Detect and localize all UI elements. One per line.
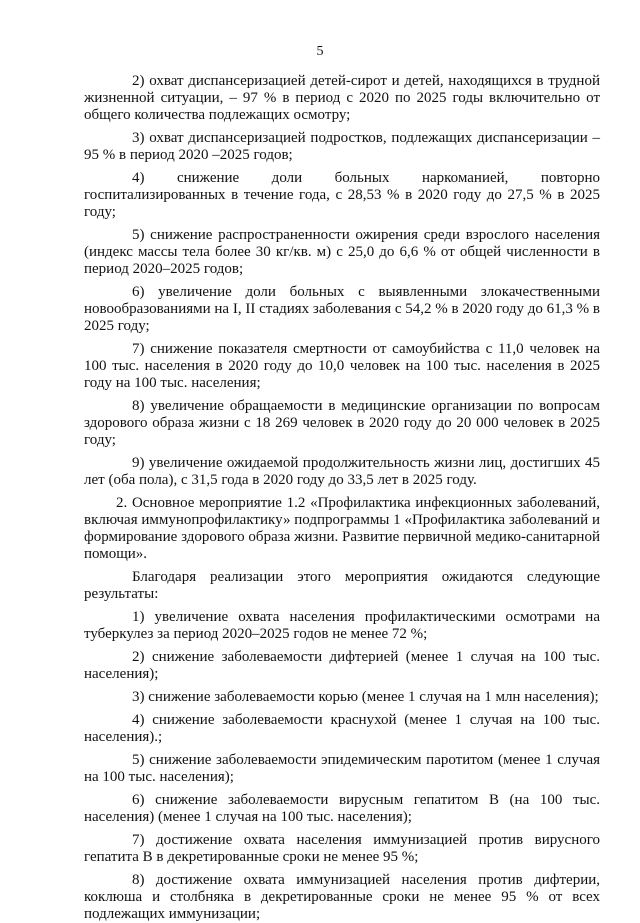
paragraph: 3) охват диспансеризацией подростков, подлежащих диспансеризации – 95 % в период 2020 –2025 годов;	[84, 130, 600, 163]
paragraph: 8) достижение охвата иммунизацией населения против дифтерии, коклюша и столбняка в декретированные сроки не менее 95 % от всех подлежащих иммунизации;	[84, 872, 600, 922]
paragraph: 3) снижение заболеваемости корью (менее 1 случая на 1 млн населения);	[132, 689, 599, 705]
paragraph: 2) снижение заболеваемости дифтерией (менее 1 случая на 100 тыс. населения);	[84, 649, 600, 682]
paragraph: 1) увеличение охвата населения профилактическими осмотрами на туберкулез за период 2020–2025 годов не менее 72 %;	[84, 609, 600, 642]
paragraph: 5) снижение распространенности ожирения среди взрослого населения (индекс массы тела более 30 кг/кв. м) с 25,0 до 6,6 % от общей численности в период 2020–2025 годов;	[84, 227, 600, 277]
paragraph: 6) снижение заболеваемости вирусным гепатитом В (на 100 тыс. населения) (менее 1 случая на 100 тыс. населения);	[84, 792, 600, 825]
paragraph: 2) охват диспансеризацией детей-сирот и детей, находящихся в трудной жизненной ситуации, – 97 % в период с 2020 по 2025 годы включительно от общего количества подлежащих осмотру;	[84, 73, 600, 123]
paragraph: 4) снижение доли больных наркоманией, повторно госпитализированных в течение года, с 28,53 % в 2020 году до 27,5 % в 2025 году;	[84, 170, 600, 220]
paragraph: 6) увеличение доли больных с выявленными злокачественными новообразованиями на I, II стадиях заболевания с 54,2 % в 2020 году до 61,3 % в 2025 году;	[84, 284, 601, 334]
paragraph: 4) снижение заболеваемости краснухой (менее 1 случая на 100 тыс. населения).;	[84, 712, 600, 745]
document-body	[84, 73, 600, 923]
page-number: 5	[316, 44, 324, 59]
paragraph: 7) достижение охвата населения иммунизацией против вирусного гепатита В в декретированные сроки не менее 95 %;	[84, 832, 600, 865]
paragraph: 9) увеличение ожидаемой продолжительность жизни лиц, достигших 45 лет (оба пола), с 31,5 года в 2020 году до 33,5 лет в 2025 году.	[84, 455, 600, 488]
section-heading-paragraph: 2. Основное мероприятие 1.2 «Профилактика инфекционных заболеваний, включая иммунопрофилактику» подпрограммы 1 «Профилактика заболеваний и формирование здорового образа жизни. Развитие первичной медико-санитарной помощи».	[84, 495, 600, 562]
paragraph: Благодаря реализации этого мероприятия ожидаются следующие результаты:	[84, 569, 600, 602]
paragraph: 5) снижение заболеваемости эпидемическим паротитом (менее 1 случая на 100 тыс. населения);	[84, 752, 600, 785]
paragraph: 7) снижение показателя смертности от самоубийства с 11,0 человек на 100 тыс. населения в 2020 году до 10,0 человек на 100 тыс. населения в 2025 году на 100 тыс. населения;	[84, 341, 600, 391]
paragraph: 8) увеличение обращаемости в медицинские организации по вопросам здорового образа жизни с 18 269 человек в 2020 году до 20 000 человек в 2025 году;	[84, 398, 600, 448]
